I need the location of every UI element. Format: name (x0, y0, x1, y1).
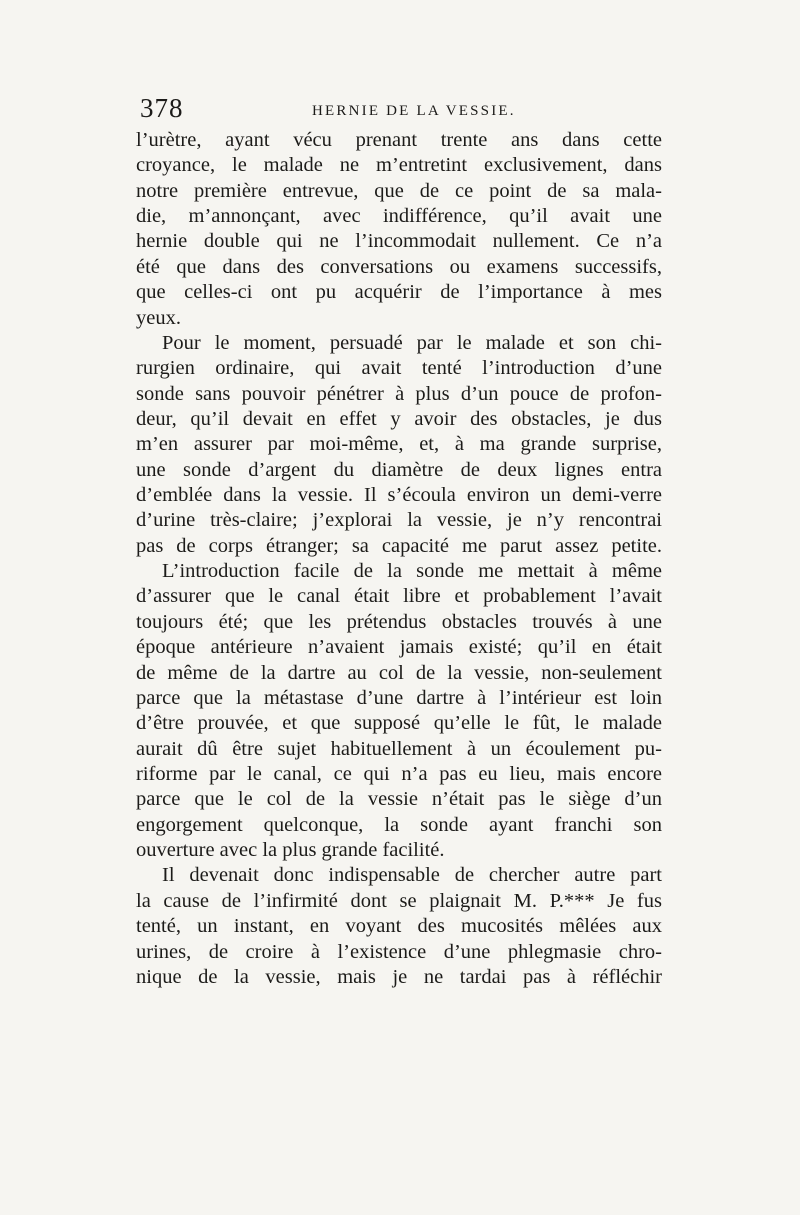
text-line: la cause de l’infirmité dont se plaignait M. P.*** Je fus (136, 889, 662, 912)
text-line: die, m’annonçant, avec indifférence, qu’il avait une (136, 205, 662, 228)
text-line: d’être prouvée, et que supposé qu’elle le fût, le malade (136, 712, 662, 735)
text-line: m’en assurer par moi-même, et, à ma grande surprise, (136, 433, 662, 456)
text-line: d’urine très-claire; j’explorai la vessie, je n’y rencontrai (136, 509, 662, 532)
text-line: sonde sans pouvoir pénétrer à plus d’un pouce de profon- (136, 382, 662, 405)
text-line: parce que la métastase d’une dartre à l’intérieur est loin (136, 686, 662, 709)
text-line: une sonde d’argent du diamètre de deux lignes entra (136, 458, 662, 481)
text-line: que celles-ci ont pu acquérir de l’importance à mes (136, 281, 662, 304)
page-header (140, 92, 660, 128)
body-text (136, 128, 662, 1048)
text-line: nique de la vessie, mais je ne tardai pas à réfléchir (136, 965, 662, 988)
text-line: l’urètre, ayant vécu prenant trente ans dans cette (136, 129, 662, 151)
text-line: de même de la dartre au col de la vessie, non-seulement (136, 661, 662, 684)
text-line: engorgement quelconque, la sonde ayant franchi son (136, 813, 662, 836)
text-line: pas de corps étranger; sa capacité me parut assez petite. (136, 534, 662, 557)
text-line: croyance, le malade ne m’entretint exclusivement, dans (136, 154, 662, 177)
text-line: hernie double qui ne l’incommodait nullement. Ce n’a (136, 230, 662, 253)
text-line: aurait dû être sujet habituellement à un écoulement pu- (136, 737, 662, 760)
paragraph-start: Il devenait donc indispensable de chercher autre part (162, 864, 662, 887)
text-line: été que dans des conversations ou examens successifs, (136, 255, 662, 278)
text-line: d’emblée dans la vessie. Il s’écoula environ un demi-verre (136, 484, 662, 507)
paragraph-start: L’introduction facile de la sonde me mettait à même (162, 560, 662, 583)
text-line: d’assurer que le canal était libre et probablement l’avait (136, 585, 662, 608)
text-line: notre première entrevue, que de ce point de sa mala- (136, 179, 662, 202)
text-line: parce que le col de la vessie n’était pas le siège d’un (136, 788, 662, 811)
text-line: ouverture avec la plus grande facilité. (136, 839, 445, 862)
running-head: HERNIE DE LA VESSIE. (312, 103, 516, 119)
paragraph-start: Pour le moment, persuadé par le malade et son chi- (162, 331, 662, 354)
text-line: yeux. (136, 306, 181, 329)
text-line: tenté, un instant, en voyant des mucosités mêlées aux (136, 915, 662, 938)
page-number: 378 (140, 93, 184, 123)
text-line: rurgien ordinaire, qui avait tenté l’introduction d’une (136, 357, 662, 380)
text-line: riforme par le canal, ce qui n’a pas eu lieu, mais encore (136, 763, 662, 785)
text-line: époque antérieure n’avaient jamais existé; qu’il en était (136, 636, 662, 659)
text-line: deur, qu’il devait en effet y avoir des obstacles, je dus (136, 407, 662, 430)
text-line: urines, de croire à l’existence d’une phlegmasie chro- (136, 940, 662, 963)
text-line: toujours été; que les prétendus obstacles trouvés à une (136, 610, 662, 633)
